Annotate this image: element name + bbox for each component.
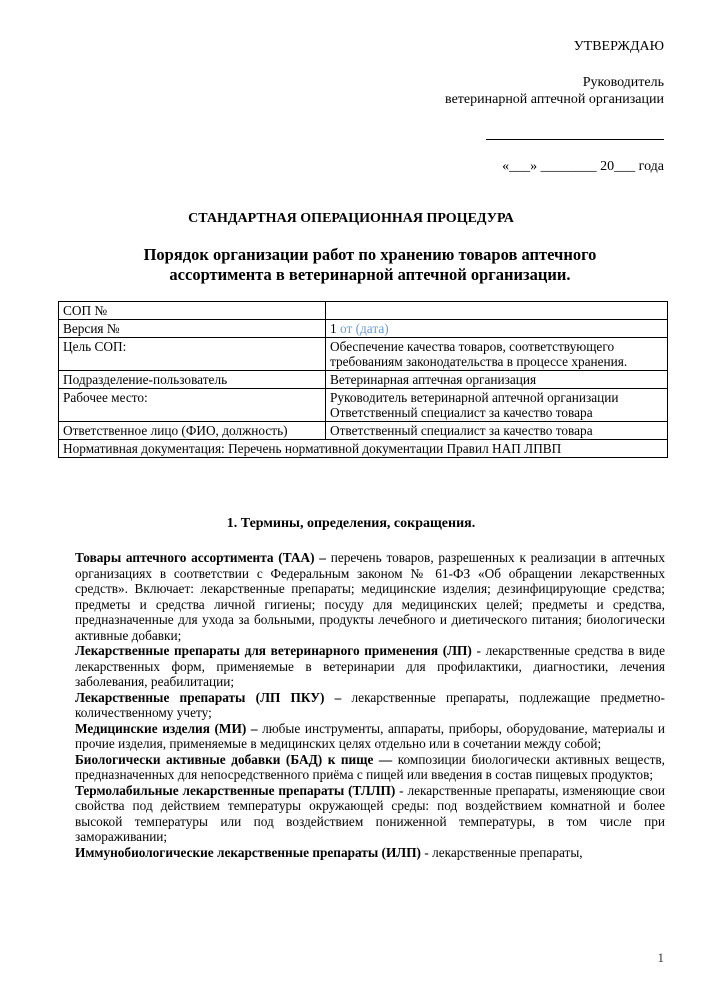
term-name: Лекарственные препараты для ветеринарного применения (ЛП) <box>75 643 472 658</box>
approval-title: УТВЕРЖДАЮ <box>573 39 664 54</box>
term-definition: лекарственные препараты, подлежащие предметно-количественному учету; <box>75 689 665 720</box>
table-cell-key: Версия № <box>59 320 326 338</box>
term-paragraph <box>75 690 665 721</box>
table-cell-value: Обеспечение качества товаров, соответствующего требованиям законодательства в процессе хранения. <box>326 338 668 371</box>
table-cell-value <box>326 320 668 338</box>
term-paragraph <box>75 550 665 643</box>
table-footer-cell: Нормативная документация: Перечень нормативной документации Правил НАП ЛПВП <box>59 440 668 458</box>
term-name: Медицинские изделия (МИ) – <box>75 720 258 736</box>
section-title: 1. Термины, определения, сокращения. <box>226 516 476 531</box>
term-definition: композиции биологически активных веществ, предназначенных для непосредственного приёма с пищей или введения в состав пищевых продуктов; <box>75 751 665 782</box>
term-paragraph <box>75 783 665 845</box>
term-definition: - лекарственные средства в виде лекарственных форм, применяемые в ветеринарии для профилактики, диагностики, лечения заболевания, реабилитации; <box>75 643 665 689</box>
term-paragraph <box>75 845 665 861</box>
document-subtitle-line1: Порядок организации работ по хранению товаров аптечного <box>143 245 597 264</box>
term-name: Лекарственные препараты (ЛП ПКУ) – <box>75 689 342 705</box>
term-definition: любые инструменты, аппараты, приборы, оборудование, материалы и прочие изделия, применяемые в медицинских целях отдельно или в сочетании между собой; <box>75 720 665 751</box>
table-row <box>59 440 668 458</box>
term-name: Товары аптечного ассортимента (ТАА) – <box>75 550 326 565</box>
version-date-placeholder: от (дата) <box>336 321 389 336</box>
terms-list <box>75 550 665 860</box>
term-definition: - лекарственные препараты, <box>421 844 583 860</box>
term-name: Иммунобиологические лекарственные препараты (ИЛП) <box>75 844 421 860</box>
term-definition: перечень товаров, разрешенных к реализации в аптечных организациях в соответствии с Федеральным законом № 61-ФЗ «Об обращении лекарственных средств». Включает: лекарственные препараты; медицинские изделия; дезинфицирующие средства; предметы и средства личной гигиены; посуду для медицинских целей; предметы и средства, предназначенные для ухода за больными, продукты лечебного и диетического питания; биологически активные добавки; <box>75 550 665 643</box>
page-number: 1 <box>657 950 664 965</box>
table-row <box>59 338 668 371</box>
workplace-line1: Руководитель ветеринарной аптечной организации <box>330 390 619 405</box>
approval-date-line: «___» ________ 20___ года <box>502 159 664 174</box>
term-paragraph <box>75 752 665 783</box>
sop-info-table <box>58 301 668 458</box>
table-cell-key: Подразделение-пользователь <box>59 371 326 389</box>
document-subtitle-line2: ассортимента в ветеринарной аптечной организации. <box>169 265 571 284</box>
approval-role-line1: Руководитель <box>582 75 664 90</box>
version-number: 1 <box>330 321 337 336</box>
table-row <box>59 371 668 389</box>
table-cell-key: Ответственное лицо (ФИО, должность) <box>59 422 326 440</box>
signature-line <box>486 139 664 140</box>
document-subtitle <box>100 245 640 285</box>
term-paragraph <box>75 721 665 752</box>
term-definition: - лекарственные препараты, изменяющие свои свойства под действием температуры окружающей среды: под воздействием комнатной и более высокой температуры или под воздействием пониженной температуры, в том числе при замораживании; <box>75 782 665 844</box>
term-name: Биологически активные добавки (БАД) к пище — <box>75 751 393 767</box>
workplace-line2: Ответственный специалист за качество товара <box>330 405 593 420</box>
table-row <box>59 389 668 422</box>
table-cell-key: Цель СОП: <box>59 338 326 371</box>
approval-role <box>445 74 664 108</box>
table-cell-key: Рабочее место: <box>59 389 326 422</box>
table-cell-key: СОП № <box>59 302 326 320</box>
document-title: СТАНДАРТНАЯ ОПЕРАЦИОННАЯ ПРОЦЕДУРА <box>188 211 514 226</box>
term-name: Термолабильные лекарственные препараты (ТЛЛП) <box>75 782 396 798</box>
approval-role-line2: ветеринарной аптечной организации <box>445 92 664 107</box>
term-paragraph <box>75 643 665 690</box>
table-row <box>59 302 668 320</box>
table-cell-value <box>326 389 668 422</box>
table-row <box>59 320 668 338</box>
table-cell-value <box>326 302 668 320</box>
table-cell-value: Ответственный специалист за качество товара <box>326 422 668 440</box>
table-row <box>59 422 668 440</box>
table-cell-value: Ветеринарная аптечная организация <box>326 371 668 389</box>
